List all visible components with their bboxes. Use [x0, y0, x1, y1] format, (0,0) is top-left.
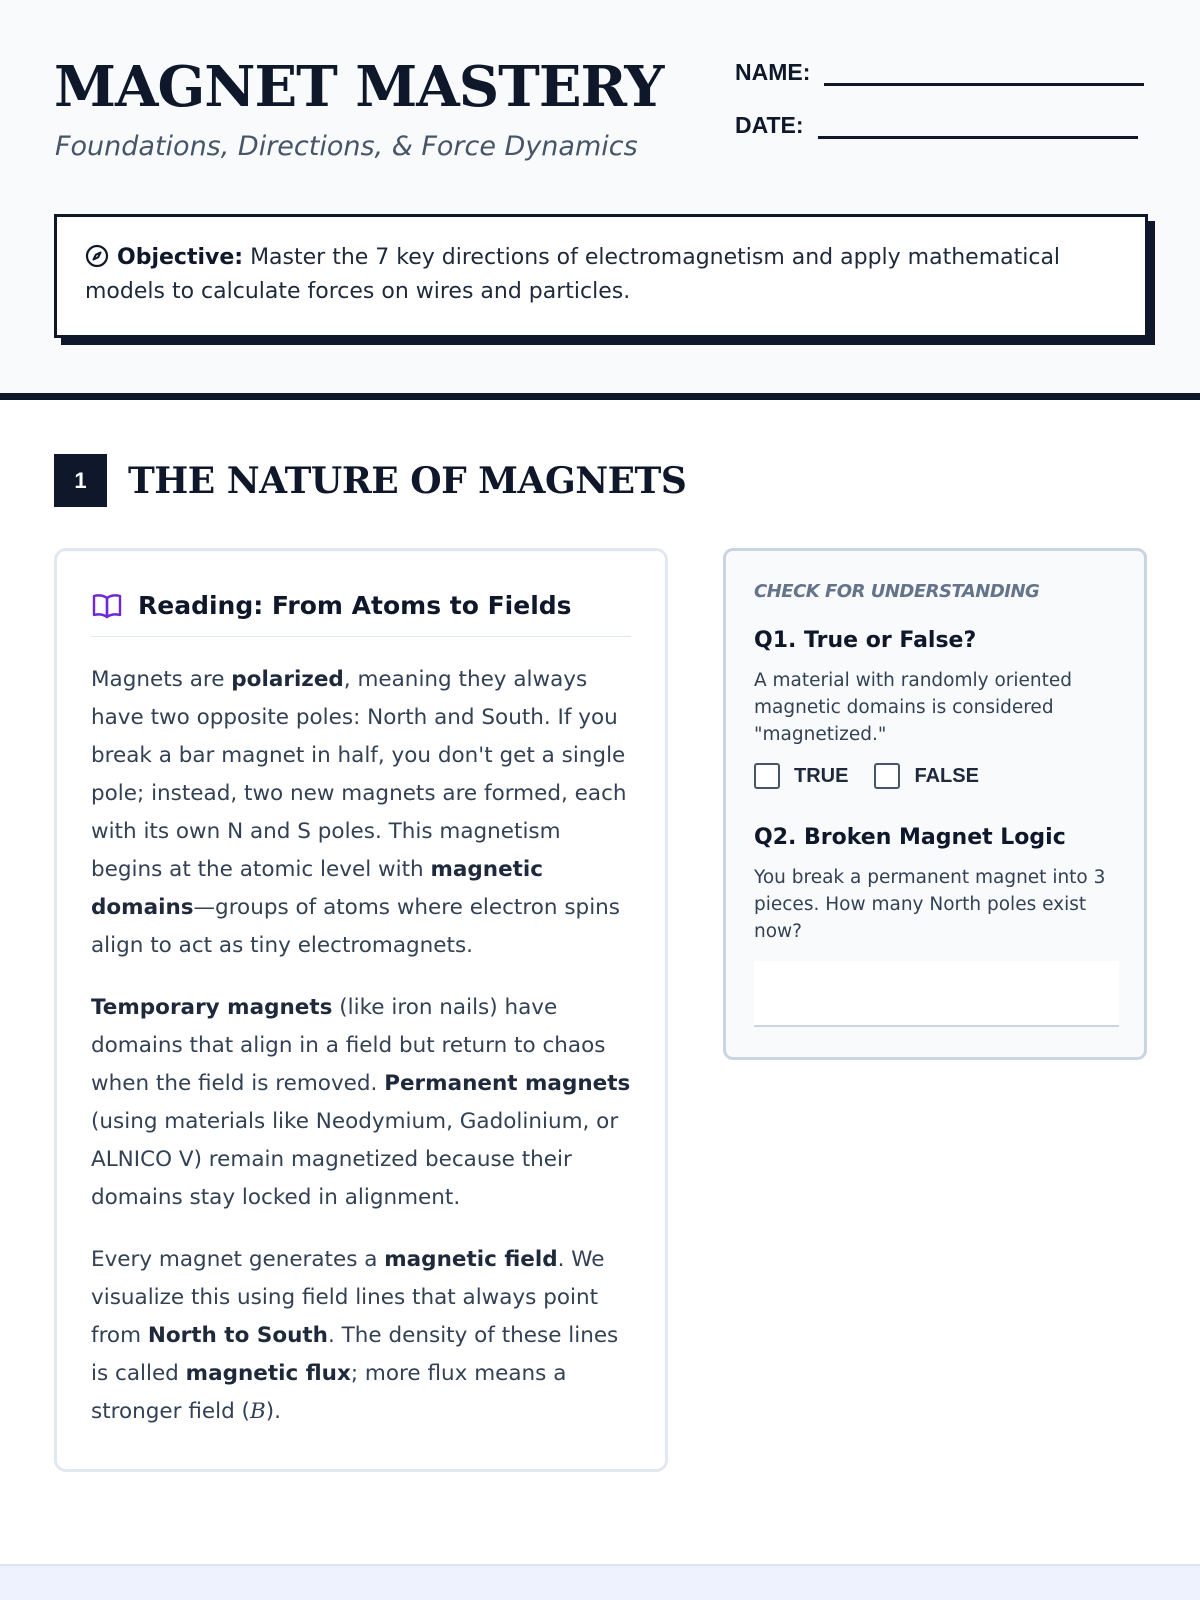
name-row — [735, 58, 1144, 86]
reading-header — [91, 591, 631, 637]
q1-title: Q1. True or False? — [754, 628, 977, 653]
text-run: (using materials like Neodymium, Gadolinium, or ALNICO V) remain magnetized because their domains stay locked in alignment. — [91, 1109, 619, 1210]
term-temporary-magnets: Temporary magnets — [91, 995, 333, 1020]
page-subtitle: Foundations, Directions, & Force Dynamics — [55, 131, 638, 162]
term-magnetic-domains: magnetic domains — [91, 857, 544, 920]
text-run: ). — [265, 1399, 281, 1424]
text-run: —groups of atoms where electron spins align to act as tiny electromagnets. — [91, 895, 620, 958]
section-title: THE NATURE OF MAGNETS — [128, 459, 687, 502]
term-permanent-magnets: Permanent magnets — [384, 1071, 631, 1096]
term-polarized: polarized — [231, 667, 344, 692]
objective-box — [54, 214, 1148, 338]
objective-text: Master the 7 key directions of electromagnetism and apply mathematical models to calculate forces on wires and particles. — [85, 245, 1061, 304]
reading-card — [54, 548, 668, 1472]
date-field[interactable] — [818, 111, 1138, 139]
q2-title: Q2. Broken Magnet Logic — [754, 825, 1066, 850]
compass-icon — [85, 244, 109, 268]
q2-text: You break a permanent magnet into 3 pieces. How many North poles exist now? — [754, 867, 1106, 942]
reading-paragraph-1 — [91, 661, 631, 965]
reading-paragraph-3 — [91, 1241, 631, 1431]
text-run: Every magnet generates a — [91, 1247, 385, 1272]
cfu-label: CHECK FOR UNDERSTANDING — [754, 581, 1040, 602]
footer-strip — [0, 1564, 1200, 1600]
date-row — [735, 111, 1138, 139]
q2-answer-field[interactable] — [754, 961, 1119, 1027]
section-1-header — [54, 454, 686, 507]
term-north-to-south: North to South — [147, 1323, 328, 1348]
date-label: DATE: — [735, 112, 804, 138]
text-run: , meaning they always have two opposite poles: North and South. If you break a bar magnet in half, you don't get a single pole; instead, two new magnets are formed, each with its own N and S poles. This magnetism begins at the atomic level with — [91, 667, 627, 882]
true-label: TRUE — [794, 764, 849, 787]
false-label: FALSE — [914, 764, 979, 787]
q1-text: A material with randomly oriented magnetic domains is considered "magnetized." — [754, 670, 1073, 745]
section-number-badge: 1 — [54, 454, 107, 507]
book-icon — [91, 592, 123, 620]
term-magnetic-flux: magnetic flux — [185, 1361, 351, 1386]
text-run: ; more flux means a stronger field ( — [91, 1361, 567, 1424]
worksheet-header — [0, 0, 1200, 400]
name-label: NAME: — [735, 59, 811, 85]
page-title: MAGNET MASTERY — [54, 54, 664, 120]
reading-paragraph-2 — [91, 989, 631, 1217]
term-magnetic-field: magnetic field — [384, 1247, 558, 1272]
objective-label: Objective: — [117, 245, 244, 270]
name-field[interactable] — [824, 58, 1144, 86]
text-run: (like iron nails) have domains that align in a field but return to chaos when the field is removed. — [91, 995, 606, 1096]
text-run: . We visualize this using field lines that always point from — [91, 1247, 605, 1348]
text-run: . The density of these lines is called — [91, 1323, 619, 1386]
true-checkbox[interactable] — [754, 763, 780, 789]
check-for-understanding-card — [723, 548, 1147, 1060]
q1-options — [754, 763, 1116, 789]
text-run: Magnets are — [91, 667, 232, 692]
field-symbol: B — [249, 1399, 266, 1424]
reading-title: Reading: From Atoms to Fields — [138, 591, 572, 620]
false-checkbox[interactable] — [874, 763, 900, 789]
